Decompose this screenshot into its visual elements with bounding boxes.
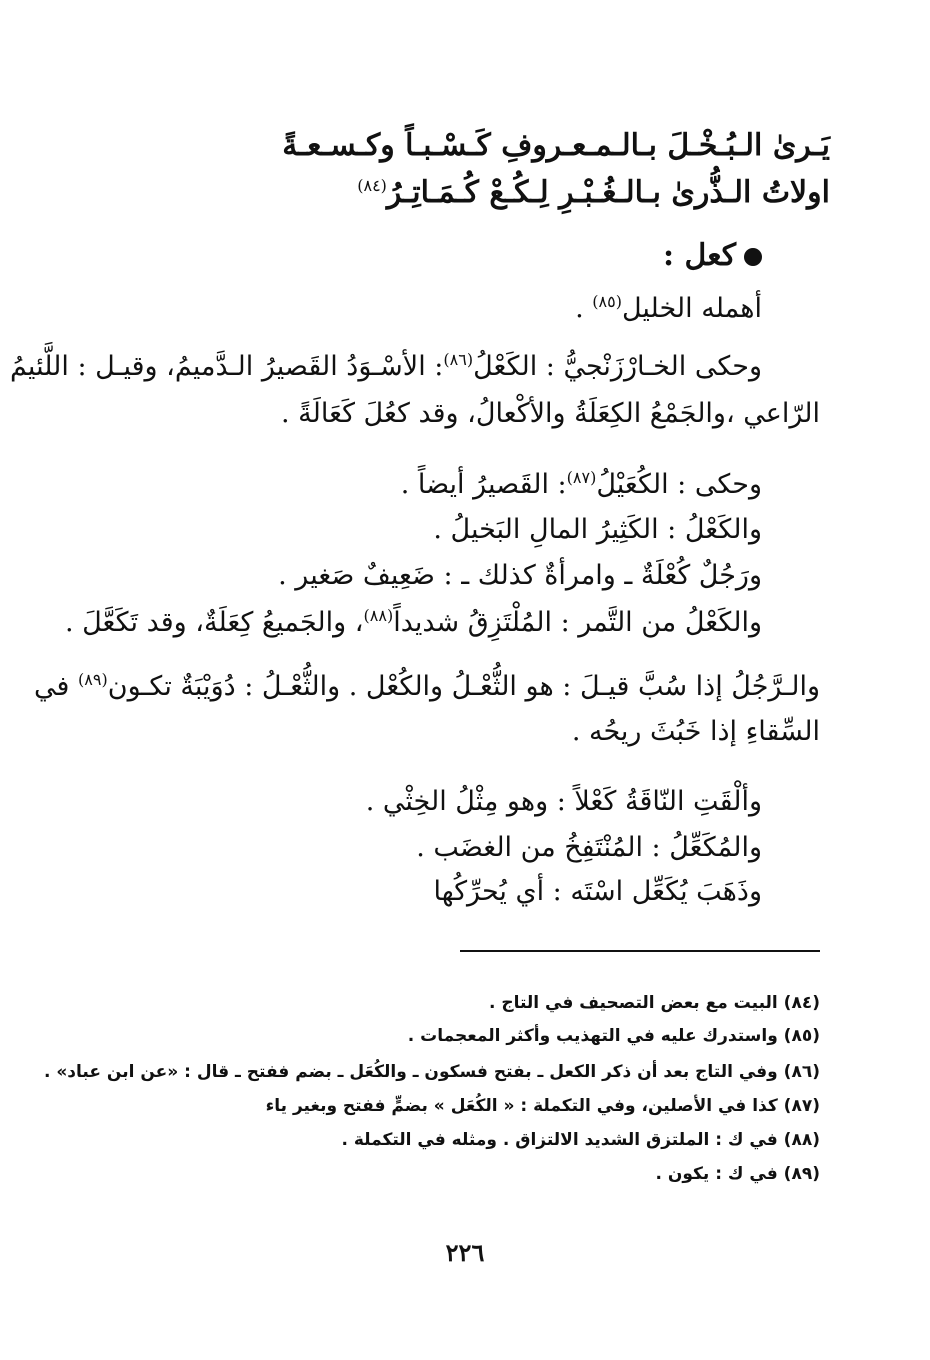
footnote-86-text: (٨٦) وفي التاج بعد أن ذكر الكعل ـ بفتح فسكون ـ والكُعَل ـ بضم ففتح ـ قال : «عن ابن عباد» . xyxy=(43,1062,820,1082)
paragraph-5 xyxy=(278,560,762,591)
paragraph-6 xyxy=(65,606,762,638)
footnote-88-text: (٨٨) في ك : الملتزق الشديد الالتزاق . ومثله في التكملة . xyxy=(341,1130,820,1150)
footnote-87 xyxy=(266,1096,820,1116)
page-number: ٢٢٦ xyxy=(445,1238,485,1267)
footnote-ref-85: (٨٥) xyxy=(592,292,622,311)
footnote-86 xyxy=(44,1062,820,1082)
p9-text: والمُكَعِّلُ : المُنْتَفِخُ من الغضَب . xyxy=(416,832,762,863)
footnote-84-text: (٨٤) البيت مع بعض التصحيف في التاج . xyxy=(488,993,820,1013)
p7-l1-a: والـرَّجُلُ إذا سُبَّ قيـلَ : هو الثُّعْـلُ والكُعْل . والثُّعْـلُ : دُوَيْبَةٌ تكـون xyxy=(107,671,820,702)
p2-l1-b: : الأسْـوَدُ القَصيرُ الـدَّميمُ، وقيـل : اللَّئيمُ xyxy=(9,351,444,382)
paragraph-7-line-2 xyxy=(572,716,820,747)
footnote-85 xyxy=(408,1026,820,1046)
footnote-ref-87: (٨٧) xyxy=(566,468,597,487)
p5-text: ورَجُلٌ كُعْلَةٌ ـ وامرأةٌ كذلك ـ : ضَعِيفٌ صَغير . xyxy=(278,560,762,591)
bullet-icon xyxy=(744,248,762,266)
p3-a: وحكى : الكُعَيْلُ xyxy=(596,469,762,500)
p2-l1-a: وحكى الخـارْزَنْجيُّ : الكَعْلُ xyxy=(473,351,762,382)
footnote-88 xyxy=(341,1130,820,1150)
p8-text: وألْقَتِ النّاقَةُ كَعْلاً : وهو مِثْلُ الخِثْي . xyxy=(365,786,762,817)
footnote-85-text: (٨٥) واستدرك عليه في التهذيب وأكثر المعجمات . xyxy=(407,1026,820,1046)
verse-line-2-text: اولاتُ الـذُّرىٰ بـالـغُـبْـرِ لِـكُـعْ كُـمَـاتِـرُ xyxy=(386,175,830,210)
p1-end: . xyxy=(575,293,593,324)
entry-heading xyxy=(663,238,762,273)
footnote-87-text: (٨٧) كذا في الأصلين، وفي التكملة : « الكُعَل » بضمٍّ ففتح وبغير ياء xyxy=(265,1096,820,1116)
footnote-89-text: (٨٩) في ك : يكون . xyxy=(655,1164,820,1184)
p10-text: وذَهَبَ يُكَعِّل اسْتَه : أي يُحرِّكُها xyxy=(433,876,762,907)
verse-line-1 xyxy=(282,128,830,163)
footnote-84 xyxy=(489,993,820,1013)
p7-l1-b: في xyxy=(34,671,79,702)
p6-a: والكَعْلُ من التَّمر : المُلْتَزِقُ شديداً xyxy=(393,607,762,638)
paragraph-1 xyxy=(575,292,762,324)
verse-line-2 xyxy=(357,175,830,210)
p2-l2: الرّاعي ،والجَمْعُ الكِعَلَةُ والأكْعالُ، وقد كعُلَ كَعَالَةً . xyxy=(281,398,820,429)
paragraph-7-line-1 xyxy=(34,670,820,702)
p7-l2: السِّقاءِ إذا خَبُثَ ريحُه . xyxy=(571,716,820,747)
footnote-89 xyxy=(655,1164,820,1184)
paragraph-2-line-1 xyxy=(10,350,762,382)
footnote-ref-89: (٨٩) xyxy=(78,670,108,689)
paragraph-10 xyxy=(434,876,762,907)
paragraph-4 xyxy=(433,514,762,545)
paragraph-9 xyxy=(416,832,762,863)
verse-line-1-text: يَـرىٰ الـبُـخْـلَ بـالـمـعـروفِ كَـسْـبـاً وكـسـعـةً xyxy=(282,128,830,163)
p6-b: ، والجَميعُ كِعَلَةٌ، وقد تَكَعَّلَ . xyxy=(64,607,364,638)
footnote-ref-84: (٨٤) xyxy=(357,176,387,195)
paragraph-3 xyxy=(401,468,762,500)
p3-b: : القَصيرُ أيضاً . xyxy=(400,469,567,500)
paragraph-2-line-2 xyxy=(281,398,820,429)
paragraph-8 xyxy=(366,786,762,817)
p4-text: والكَعْلُ : الكَثِيرُ المالِ البَخيلُ . xyxy=(433,514,762,545)
entry-heading-text: كعل : xyxy=(663,238,736,273)
footnote-ref-88: (٨٨) xyxy=(363,606,394,625)
footnote-ref-86: (٨٦) xyxy=(443,350,474,369)
p1-text: أهمله الخليل xyxy=(621,293,762,324)
footnote-divider xyxy=(460,950,820,952)
